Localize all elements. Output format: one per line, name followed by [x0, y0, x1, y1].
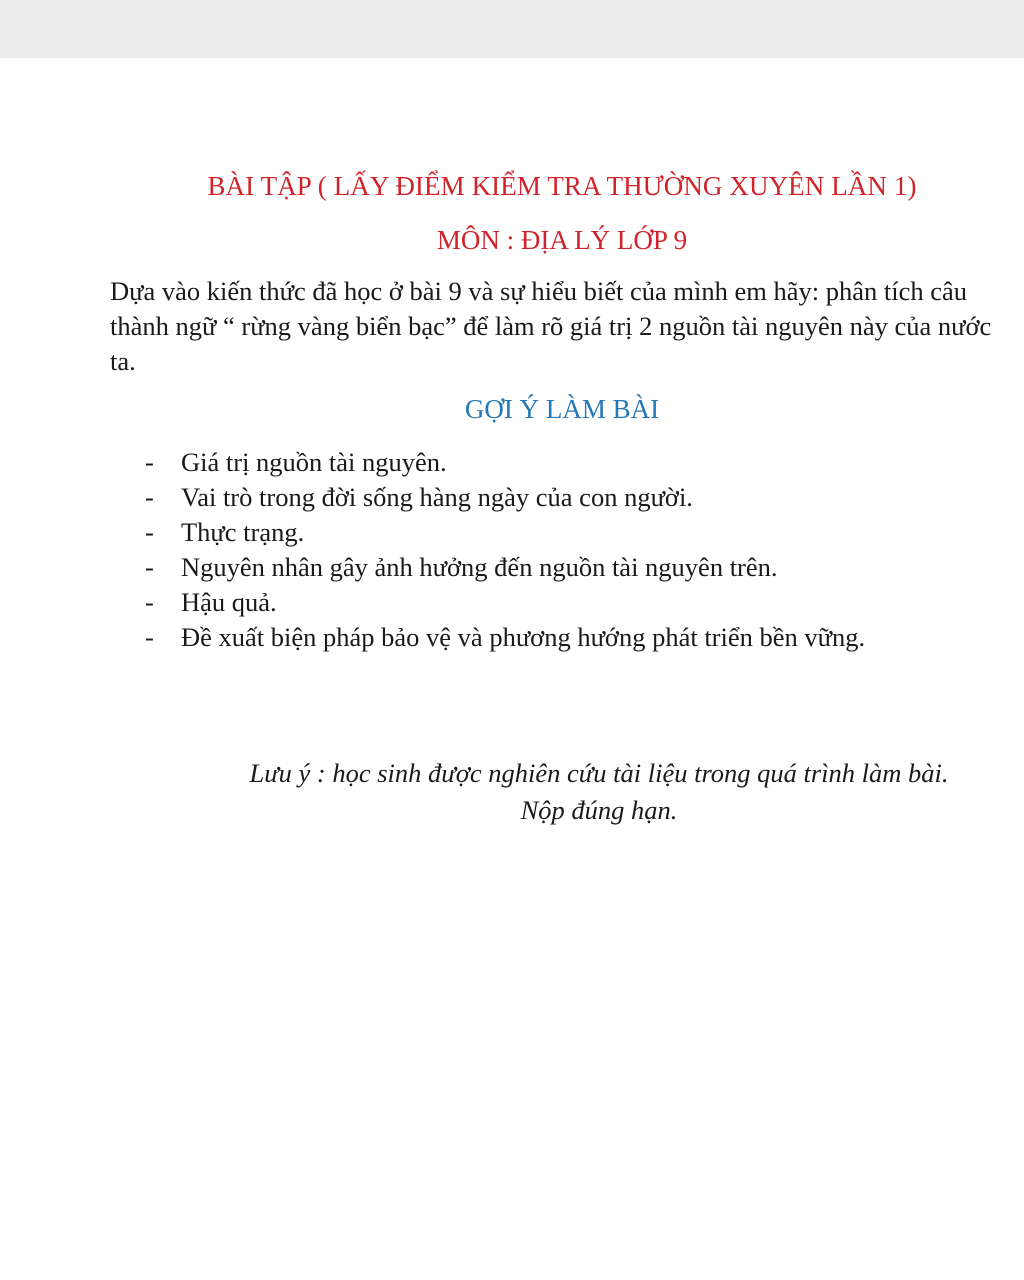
subject-heading: MÔN : ĐỊA LÝ LỚP 9: [436, 225, 688, 255]
hint-item: [140, 445, 1000, 480]
deadline-note: Nộp đúng hạn.: [520, 795, 678, 825]
document-title: BÀI TẬP ( LẤY ĐIỂM KIỂM TRA THƯỜNG XUYÊN LẦN 1): [207, 171, 917, 201]
hint-item: [140, 480, 1000, 515]
bullet-dash: -: [145, 622, 154, 652]
top-bar: [0, 0, 1024, 58]
hint-text: Hậu quả.: [181, 587, 277, 617]
hint-item: [140, 620, 1000, 655]
study-note: Lưu ý : học sinh được nghiên cứu tài liệu trong quá trình làm bài.: [249, 758, 949, 788]
hint-text: Đề xuất biện pháp bảo vệ và phương hướng phát triển bền vững.: [181, 622, 866, 652]
hint-list: [140, 445, 1000, 655]
hint-item: [140, 585, 1000, 620]
bullet-dash: -: [145, 482, 154, 512]
bullet-dash: -: [145, 517, 154, 547]
document-page: [0, 58, 1024, 1280]
bullet-dash: -: [145, 552, 154, 582]
hint-text: Vai trò trong đời sống hàng ngày của con người.: [181, 482, 693, 512]
hint-text: Giá trị nguồn tài nguyên.: [181, 447, 447, 477]
hint-text: Nguyên nhân gây ảnh hưởng đến nguồn tài nguyên trên.: [181, 552, 778, 582]
hint-text: Thực trạng.: [181, 517, 305, 547]
bullet-dash: -: [145, 587, 154, 617]
bullet-dash: -: [145, 447, 154, 477]
assignment-prompt: Dựa vào kiến thức đã học ở bài 9 và sự hiểu biết của mình em hãy: phân tích câu thành ngữ “ rừng vàng biển bạc” để làm rõ giá trị 2 nguồn tài nguyên này của nước ta.: [110, 276, 992, 376]
hint-item: [140, 550, 1000, 585]
hint-heading: GỢI Ý LÀM BÀI: [464, 394, 660, 424]
hint-item: [140, 515, 1000, 550]
